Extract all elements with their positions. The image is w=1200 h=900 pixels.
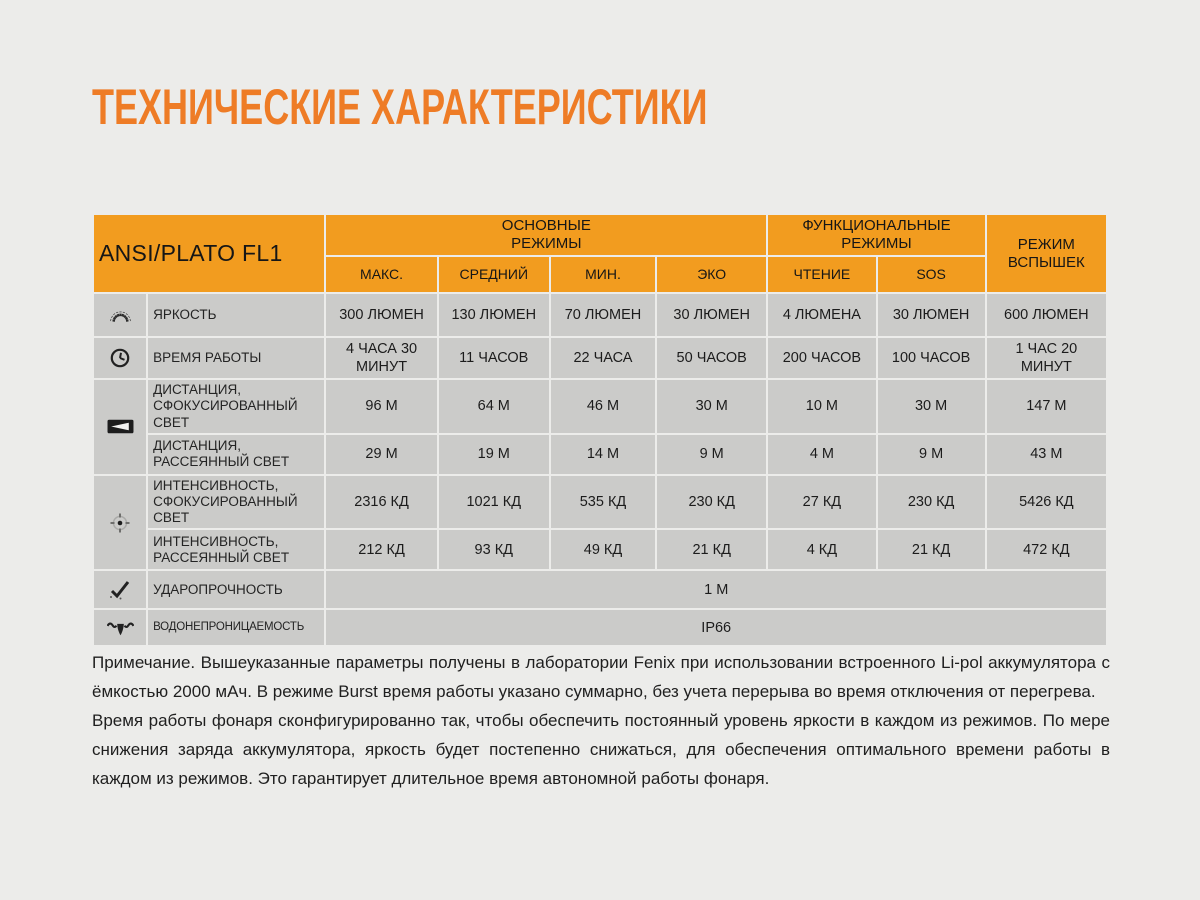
brightness-mid: 130 ЛЮМЕН — [439, 294, 549, 336]
distance-focused-max: 96 М — [326, 380, 436, 433]
distance-diffused-mid: 19 М — [439, 435, 549, 474]
brightness-icon — [107, 306, 134, 324]
intensity-diffused-min: 49 КД — [551, 530, 655, 569]
row-label-distance-focused: ДИСТАНЦИЯ, СФОКУСИРОВАННЫЙ СВЕТ — [148, 380, 324, 433]
intensity-diffused-max: 212 КД — [326, 530, 436, 569]
functional-modes-label: ФУНКЦИОНАЛЬНЫЕ РЕЖИМЫ — [802, 217, 951, 252]
distance-focused-flash: 147 М — [987, 380, 1106, 433]
page-title: ТЕХНИЧЕСКИЕ ХАРАКТЕРИСТИКИ — [92, 79, 708, 135]
impact-resistance-value: 1 М — [326, 571, 1106, 608]
runtime-flash: 1 ЧАС 20 МИНУТ — [987, 338, 1106, 378]
brightness-eco: 30 ЛЮМЕН — [657, 294, 766, 336]
intensity-focused-eco: 230 КД — [657, 476, 766, 529]
table-row-runtime — [94, 338, 1106, 378]
distance-diffused-sos: 9 М — [878, 435, 985, 474]
intensity-diffused-mid: 93 КД — [439, 530, 549, 569]
impact-resistance-icon — [108, 579, 132, 601]
distance-focused-min: 46 М — [551, 380, 655, 433]
row-label-waterproof: ВОДОНЕПРОНИЦАЕМОСТЬ — [148, 610, 324, 645]
table-row-intensity-diffused — [94, 530, 1106, 569]
runtime-reading: 200 ЧАСОВ — [768, 338, 875, 378]
mode-header-min: МИН. — [551, 257, 655, 292]
distance-diffused-eco: 9 М — [657, 435, 766, 474]
footnote-paragraph-1: Примечание. Вышеуказанные параметры получены в лаборатории Fenix при использовании встроенного Li-pol аккумулятора с ёмкостью 2000 мАч. В режиме Burst время работы указано суммарно, без учета перерыва во время отключения от перегрева. — [92, 653, 1110, 701]
table-row-brightness — [94, 294, 1106, 336]
main-modes-label: ОСНОВНЫЕ РЕЖИМЫ — [501, 217, 591, 252]
table-row-waterproof — [94, 610, 1106, 645]
row-label-runtime: ВРЕМЯ РАБОТЫ — [148, 338, 324, 378]
waterproof-icon — [107, 618, 134, 637]
table-row-distance-diffused — [94, 435, 1106, 474]
brightness-flash: 600 ЛЮМЕН — [987, 294, 1106, 336]
waterproof-icon-cell — [94, 610, 146, 645]
intensity-diffused-eco: 21 КД — [657, 530, 766, 569]
distance-diffused-max: 29 М — [326, 435, 436, 474]
row-label-intensity-focused: ИНТЕНСИВНОСТЬ, СФОКУСИРОВАННЫЙ СВЕТ — [148, 476, 324, 529]
mode-header-mid: СРЕДНИЙ — [439, 257, 549, 292]
intensity-focused-flash: 5426 КД — [987, 476, 1106, 529]
runtime-eco: 50 ЧАСОВ — [657, 338, 766, 378]
row-label-impact-resistance: УДАРОПРОЧНОСТЬ — [148, 571, 324, 608]
distance-focused-reading: 10 М — [768, 380, 875, 433]
footnote-block — [92, 648, 1110, 793]
brightness-max: 300 ЛЮМЕН — [326, 294, 436, 336]
mode-header-reading: ЧТЕНИЕ — [768, 257, 875, 292]
footnote-paragraph-2: Время работы фонаря сконфигурированно так, чтобы обеспечить постоянный уровень яркости в каждом из режимов. По мере снижения заряда аккумулятора, яркость будет постепенно снижаться, для обеспечения оптимального времени работы в каждом из режимов. Это гарантирует длительное время автономной работы фонаря. — [92, 711, 1110, 788]
distance-focused-eco: 30 М — [657, 380, 766, 433]
intensity-focused-sos: 230 КД — [878, 476, 985, 529]
runtime-max: 4 ЧАСА 30 МИНУТ — [326, 338, 436, 378]
mode-header-eco: ЭКО — [657, 257, 766, 292]
flash-mode-label: РЕЖИМ ВСПЫШЕК — [1007, 235, 1085, 271]
table-row-impact-resistance — [94, 571, 1106, 608]
intensity-diffused-reading: 4 КД — [768, 530, 875, 569]
distance-diffused-min: 14 М — [551, 435, 655, 474]
runtime-clock-icon — [109, 347, 131, 369]
table-row-intensity-focused — [94, 476, 1106, 529]
brightness-min: 70 ЛЮМЕН — [551, 294, 655, 336]
distance-diffused-flash: 43 М — [987, 435, 1106, 474]
intensity-icon-cell — [94, 476, 146, 570]
row-label-distance-diffused: ДИСТАНЦИЯ, РАССЕЯННЫЙ СВЕТ — [148, 435, 324, 474]
impact-icon-cell — [94, 571, 146, 608]
row-label-brightness: ЯРКОСТЬ — [148, 294, 324, 336]
distance-focused-sos: 30 М — [878, 380, 985, 433]
main-modes-group-header — [326, 215, 766, 255]
intensity-focused-min: 535 КД — [551, 476, 655, 529]
beam-distance-icon — [107, 419, 134, 434]
intensity-focused-mid: 1021 КД — [439, 476, 549, 529]
runtime-icon-cell — [94, 338, 146, 378]
runtime-mid: 11 ЧАСОВ — [439, 338, 549, 378]
distance-diffused-reading: 4 М — [768, 435, 875, 474]
brightness-reading: 4 ЛЮМЕНА — [768, 294, 875, 336]
distance-icon-cell — [94, 380, 146, 474]
intensity-diffused-flash: 472 КД — [987, 530, 1106, 569]
runtime-sos: 100 ЧАСОВ — [878, 338, 985, 378]
spec-table — [92, 213, 1108, 647]
brightness-sos: 30 ЛЮМЕН — [878, 294, 985, 336]
functional-modes-group-header — [768, 215, 984, 255]
intensity-focused-reading: 27 КД — [768, 476, 875, 529]
mode-header-max: МАКС. — [326, 257, 436, 292]
standard-name-header: ANSI/PLATO FL1 — [94, 215, 324, 292]
distance-focused-mid: 64 М — [439, 380, 549, 433]
intensity-icon — [108, 511, 132, 535]
flash-mode-header — [987, 215, 1106, 292]
intensity-diffused-sos: 21 КД — [878, 530, 985, 569]
row-label-intensity-diffused: ИНТЕНСИВНОСТЬ, РАССЕЯННЫЙ СВЕТ — [148, 530, 324, 569]
mode-header-sos: SOS — [878, 257, 985, 292]
brightness-icon-cell — [94, 294, 146, 336]
waterproof-value: IP66 — [326, 610, 1106, 645]
runtime-min: 22 ЧАСА — [551, 338, 655, 378]
table-row-distance-focused — [94, 380, 1106, 433]
intensity-focused-max: 2316 КД — [326, 476, 436, 529]
